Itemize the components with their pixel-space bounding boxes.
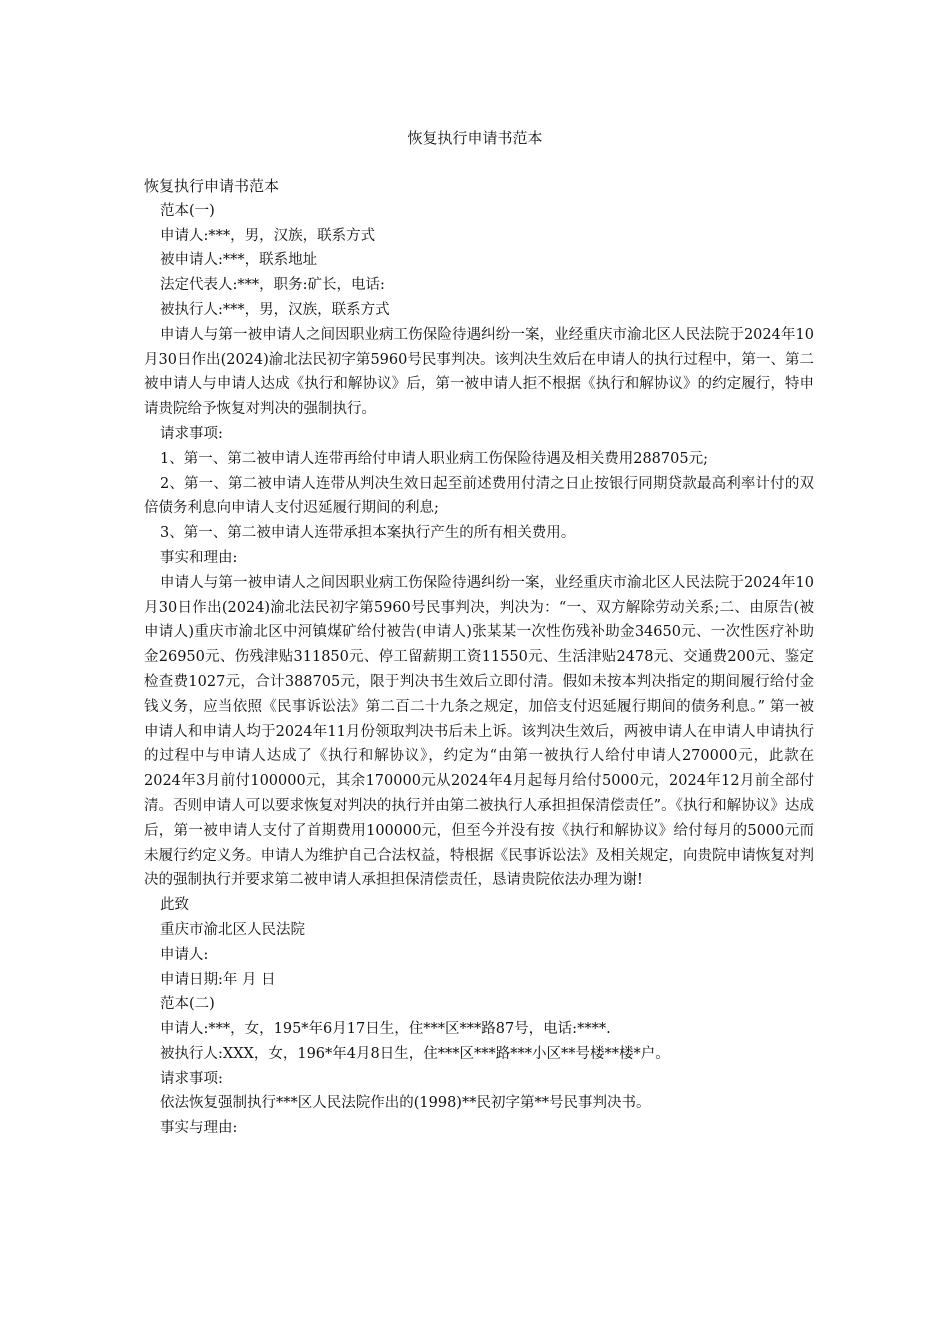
sample1-requests-label: 请求事项: xyxy=(160,425,223,442)
sample2-applicant: 申请人:***，女，195*年6月17日生，住***区***路87号，电话:****. xyxy=(160,1021,611,1038)
closing: 此致 xyxy=(160,897,189,914)
document-body xyxy=(144,174,814,1141)
document-heading: 恢复执行申请书范本 xyxy=(144,177,280,195)
sample1-facts-label: 事实和理由: xyxy=(160,549,238,566)
sample1-request-item: 2、第一、第二被申请人连带从判决生效日起至前述费用付清之日止按银行同期贷款最高利率计付的双倍债务利息向申请人支付迟延履行期间的利息; xyxy=(144,475,814,517)
sample1-facts: 申请人与第一被申请人之间因职业病工伤保险待遇纠纷一案，业经重庆市渝北区人民法院于2024年10月30日作出(2024)渝北法民初字第5960号民事判决，判决为：“一、双方解除劳动关系;二、由原告(被申请人)重庆市渝北区中河镇煤矿给付被告(申请人)张某某一次性伤残补助金34650元、一次性医疗补助金26950元、伤残津贴311850元、停工留薪期工资11550元、生活津贴2478元、交通费200元、鉴定检查费1027元，合计388705元，限于判决书生效后立即付清。假如未按本判决指定的期间履行给付金钱义务，应当依照《民事诉讼法》第二百二十九条之规定，加倍支付迟延履行期间的债务利息。” 第一被申请人和申请人均于2024年11月份领取判决书后未上诉。该判决生效后，两被申请人在申请人申请执行的过程中与申请人达成了《执行和解协议》，约定为“由第一被执行人给付申请人270000元，此款在2024年3月前付100000元，其余170000元从2024年4月起每月给付5000元，2024年12月前全部付清。否则申请人可以要求恢复对判决的执行并由第二被执行人承担担保清偿责任”。《执行和解协议》达成后，第一被申请人支付了首期费用100000元，但至今并没有按《执行和解协议》给付每月的5000元而未履行约定义务。申请人为维护自己合法权益，特根据《民事诉讼法》及相关规定，向贵院申请恢复对判决的强制执行并要求第二被申请人承担担保清偿责任，恳请贵院依法办理为谢! xyxy=(144,574,814,889)
sample2-label: 范本(二) xyxy=(160,996,215,1013)
sample1-respondent: 被申请人:***，联系地址 xyxy=(160,252,318,269)
court-name: 重庆市渝北区人民法院 xyxy=(160,921,305,938)
sample1-request-item: 3、第一、第二被申请人连带承担本案执行产生的所有相关费用。 xyxy=(160,525,576,542)
sample1-applicant: 申请人:***，男，汉族，联系方式 xyxy=(160,227,376,244)
sample1-legal-rep: 法定代表人:***，职务:矿长，电话: xyxy=(160,277,385,294)
sample2-executed-person: 被执行人:XXX，女，196*年4月8日生，住***区***路***小区**号楼**楼*户。 xyxy=(160,1045,670,1062)
sample1-executed-person: 被执行人:***，男，汉族，联系方式 xyxy=(160,301,390,318)
signature-line: 申请人: xyxy=(160,946,209,963)
document-title: 恢复执行申请书范本 xyxy=(407,129,543,147)
sample1-intro: 申请人与第一被申请人之间因职业病工伤保险待遇纠纷一案，业经重庆市渝北区人民法院于2024年10月30日作出(2024)渝北法民初字第5960号民事判决。该判决生效后在申请人的执行过程中，第一、第二被申请人与申请人达成《执行和解协议》后，第一被申请人拒不根据《执行和解协议》的约定履行，特申请贵院给予恢复对判决的强制执行。 xyxy=(144,326,814,418)
sample1-label: 范本(一) xyxy=(160,202,215,219)
sample2-requests-label: 请求事项: xyxy=(160,1070,223,1087)
sample2-request: 依法恢复强制执行***区人民法院作出的(1998)**民初字第**号民事判决书。 xyxy=(160,1095,651,1112)
sample2-facts-label: 事实与理由: xyxy=(160,1120,238,1137)
sample1-request-item: 1、第一、第二被申请人连带再给付申请人职业病工伤保险待遇及相关费用288705元; xyxy=(160,450,708,467)
date-line: 申请日期:年 月 日 xyxy=(160,971,276,988)
